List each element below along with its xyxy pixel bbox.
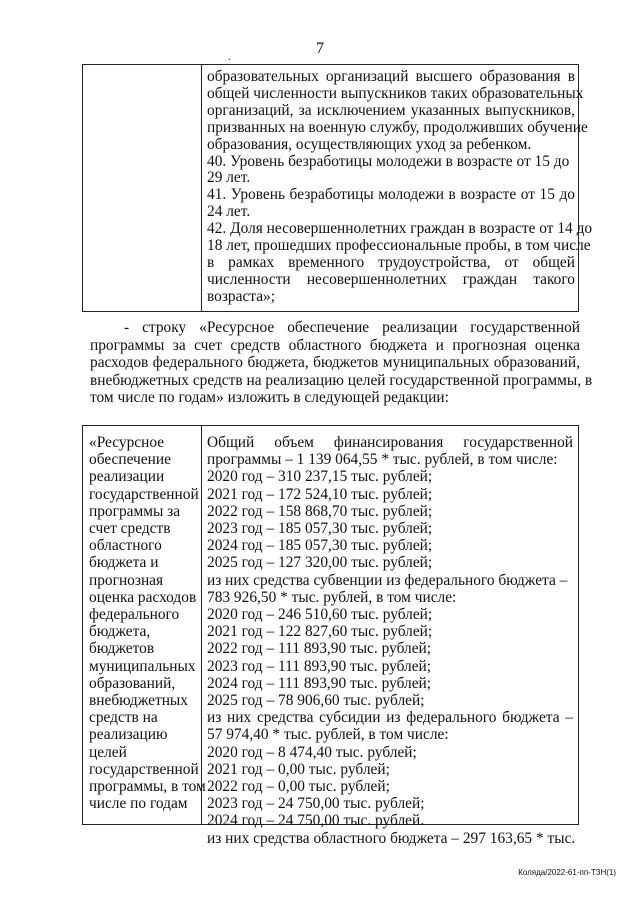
label-line: государственной — [89, 485, 199, 503]
paragraph-line: расходов федерального бюджета, бюджетов муниципальных образований, — [90, 354, 580, 372]
label-line: программы за — [89, 502, 181, 520]
value-line: 2024 год – 111 893,90 тыс. рублей; — [207, 674, 432, 692]
table-line: в рамках временного трудоустройства, от общей — [207, 253, 575, 271]
table-column-divider — [201, 426, 202, 824]
label-line: бюджета и — [89, 554, 159, 572]
value-line: 57 974,40 * тыс. рублей, в том числе: — [207, 726, 449, 744]
label-line: реализацию — [89, 726, 168, 744]
value-line: 2020 год – 310 237,15 тыс. рублей; — [207, 468, 433, 486]
table-line: 24 лет. — [207, 203, 251, 221]
label-line: программы, в том — [89, 778, 206, 796]
paragraph-line: том числе по годам» изложить в следующей редакции: — [90, 389, 449, 407]
paragraph-line: программы за счет средств областного бюджета и прогнозная оценка — [90, 336, 580, 354]
paragraph-line: - строку «Ресурсное обеспечение реализации государственной — [124, 319, 580, 336]
value-line: 2020 год – 246 510,60 тыс. рублей; — [207, 606, 433, 624]
table-line: численности несовершеннолетних граждан такого — [207, 270, 575, 288]
funding-table — [82, 425, 579, 847]
table-line: организаций, за исключением указанных выпускников, — [207, 101, 575, 119]
label-line: обеспечение — [89, 451, 171, 469]
label-line: бюджетов — [89, 640, 155, 658]
value-line: 2021 год – 122 827,60 тыс. рублей; — [207, 623, 433, 641]
value-line: 2022 год – 158 868,70 тыс. рублей; — [207, 502, 433, 520]
value-line: 2023 год – 111 893,90 тыс. рублей; — [207, 657, 432, 675]
table-column-divider — [201, 65, 202, 311]
value-line: 2024 год – 24 750,00 тыс. рублей. — [207, 812, 425, 830]
amendment-paragraph — [90, 319, 593, 407]
table-line: возраста»; — [207, 287, 276, 305]
value-line: 2021 год – 172 524,10 тыс. рублей; — [207, 485, 433, 503]
value-line: Общий объем финансирования государственной — [207, 434, 573, 451]
table-line: 18 лет, прошедших профессиональные пробы, в том числе — [207, 237, 591, 255]
funding-label-cell — [89, 434, 206, 813]
value-line: 2023 год – 185 057,30 тыс. рублей; — [207, 520, 433, 538]
value-line: 2022 год – 111 893,90 тыс. рублей; — [207, 640, 432, 658]
table-line: общей численности выпускников таких образовательных — [207, 84, 584, 102]
funding-value-cell — [207, 434, 576, 847]
value-line: 2023 год – 24 750,00 тыс. рублей; — [207, 795, 425, 813]
table-line: 42. Доля несовершеннолетних граждан в возрасте от 14 до — [207, 220, 593, 238]
label-line: бюджета, — [89, 623, 151, 641]
label-line: средств на — [89, 709, 158, 727]
table-line: 29 лет. — [207, 169, 251, 187]
page-number: 7 — [316, 40, 324, 57]
label-line: федерального — [89, 606, 180, 624]
label-line: реализации — [89, 468, 165, 486]
value-line: из них средства субвенции из федерального бюджета – — [207, 571, 568, 589]
table-line: 40. Уровень безработицы молодежи в возрасте от 15 до — [207, 152, 570, 170]
document-code: Коляда/2022-61-пп-ТЗН(1) — [518, 868, 616, 877]
table-line: 41. Уровень безработицы молодежи в возрасте от 15 до — [207, 186, 575, 204]
table-line: образования, осуществляющих уход за ребенком. — [207, 135, 532, 153]
value-line: из них средства областного бюджета – 297 163,65 * тыс. — [207, 829, 576, 847]
table-line: призванных на военную службу, продолживших обучение — [207, 118, 588, 136]
label-line: областного — [89, 537, 162, 555]
value-line: 783 926,50 * тыс. рублей, в том числе: — [207, 588, 457, 606]
value-line: 2021 год – 0,00 тыс. рублей; — [207, 760, 390, 778]
value-line: из них средства субсидии из федерального бюджета – — [207, 709, 573, 727]
value-line: 2024 год – 185 057,30 тыс. рублей; — [207, 537, 433, 555]
value-line: 2025 год – 78 906,60 тыс. рублей; — [207, 692, 425, 710]
table-line: образовательных организаций высшего образования в — [207, 68, 575, 85]
label-line: прогнозная — [89, 571, 164, 589]
indicators-text-cell — [207, 68, 593, 306]
label-line: государственной — [89, 760, 199, 778]
label-line: оценка расходов — [89, 588, 197, 606]
value-line: программы – 1 139 064,55 * тыс. рублей, в том числе: — [207, 451, 558, 469]
value-line: 2025 год – 127 320,00 тыс. рублей; — [207, 554, 433, 572]
page-mark: . — [228, 52, 231, 63]
label-line: образований, — [89, 674, 176, 692]
paragraph-line: внебюджетных средств на реализацию целей государственной программы, в — [90, 371, 593, 389]
indicators-table — [82, 64, 593, 312]
value-line: 2022 год – 0,00 тыс. рублей; — [207, 778, 390, 796]
label-line: «Ресурсное — [89, 434, 165, 451]
label-line: внебюджетных — [89, 692, 188, 710]
label-line: целей — [89, 743, 127, 761]
label-line: муниципальных — [89, 657, 196, 675]
label-line: счет средств — [89, 520, 171, 538]
value-line: 2020 год – 8 474,40 тыс. рублей; — [207, 743, 417, 761]
label-line: числе по годам — [89, 795, 188, 813]
